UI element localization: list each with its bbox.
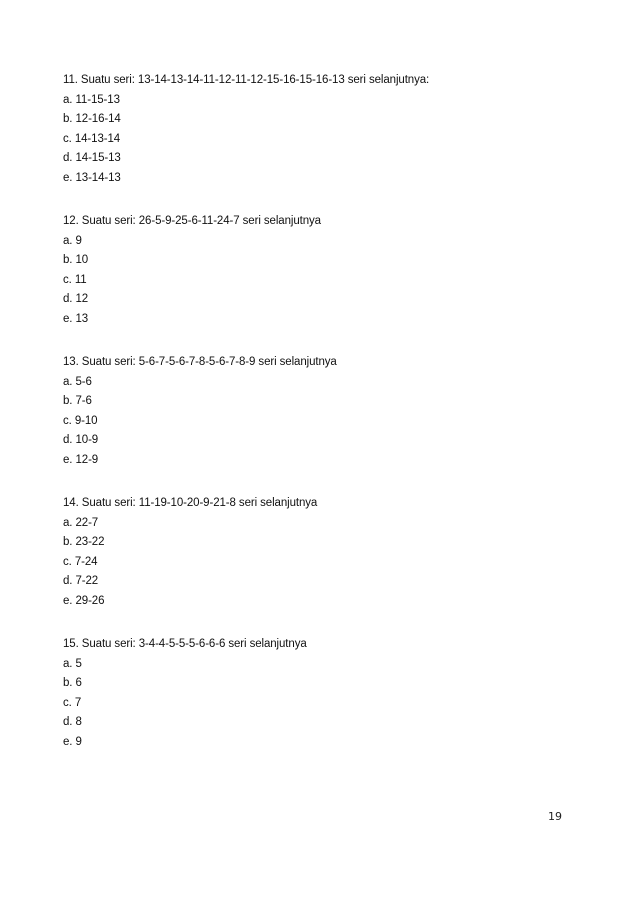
question-14 (63, 494, 583, 611)
option-d: d. 8 (63, 716, 82, 728)
question-text: 15. Suatu seri: 3-4-4-5-5-5-6-6-6 seri selanjutnya (63, 638, 307, 650)
option-c: c. 7 (63, 696, 82, 709)
page-number: 19 (548, 810, 562, 823)
question-text: 11. Suatu seri: 13-14-13-14-11-12-11-12-15-16-15-16-13 seri selanjutnya: (63, 74, 430, 86)
option-a: a. 9 (63, 234, 82, 247)
option-e: e. 9 (63, 735, 82, 748)
option-b: b. 7-6 (63, 395, 92, 407)
option-d: d. 7-22 (63, 575, 99, 587)
question-13 (63, 353, 583, 470)
option-e: e. 29-26 (63, 594, 105, 607)
option-b: b. 10 (63, 254, 89, 266)
question-text: 12. Suatu seri: 26-5-9-25-6-11-24-7 seri selanjutnya (63, 215, 321, 227)
question-text: 14. Suatu seri: 11-19-10-20-9-21-8 seri selanjutnya (63, 497, 318, 509)
question-15 (63, 635, 583, 752)
question-text: 13. Suatu seri: 5-6-7-5-6-7-8-5-6-7-8-9 seri selanjutnya (63, 356, 337, 368)
option-e: e. 13 (63, 312, 89, 325)
question-list (63, 71, 583, 776)
question-12 (63, 212, 583, 329)
question-11 (63, 71, 583, 188)
option-b: b. 12-16-14 (63, 113, 121, 125)
option-d: d. 14-15-13 (63, 152, 121, 164)
option-a: a. 22-7 (63, 516, 99, 529)
option-c: c. 11 (63, 273, 87, 286)
option-c: c. 9-10 (63, 414, 98, 427)
option-b: b. 6 (63, 677, 82, 689)
option-e: e. 13-14-13 (63, 171, 121, 184)
option-d: d. 12 (63, 293, 89, 305)
option-d: d. 10-9 (63, 434, 99, 446)
option-c: c. 14-13-14 (63, 132, 121, 145)
option-e: e. 12-9 (63, 453, 99, 466)
option-b: b. 23-22 (63, 536, 105, 548)
option-c: c. 7-24 (63, 555, 98, 568)
option-a: a. 11-15-13 (63, 93, 120, 106)
option-a: a. 5-6 (63, 375, 92, 388)
option-a: a. 5 (63, 657, 82, 670)
